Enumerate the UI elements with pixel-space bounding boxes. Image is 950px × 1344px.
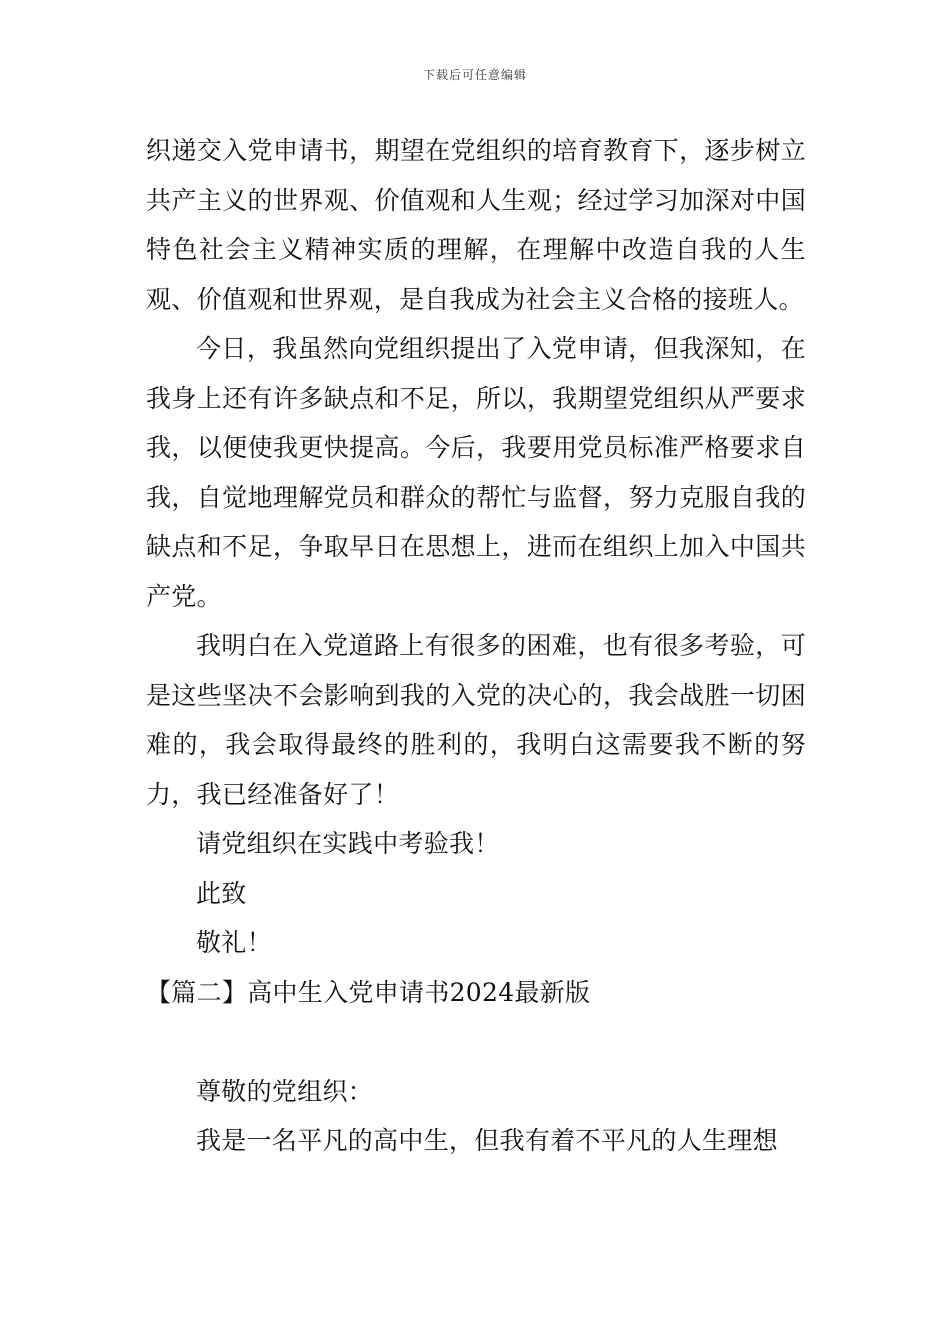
section-spacer bbox=[146, 1017, 806, 1067]
paragraph-continuation: 织递交入党申请书，期望在党组织的培育教育下，逐步树立共产主义的世界观、价值观和人生观；经过学习加深对中国特色社会主义精神实质的理解，在理解中改造自我的人生观、价值观和世界观，是自我成为社会主义合格的接班人。 bbox=[146, 136, 806, 314]
letter-opening: 我是一名平凡的高中生，但我有着不平凡的人生理想 bbox=[196, 1126, 778, 1155]
paragraph-determination: 我明白在入党道路上有很多的困难，也有很多考验，可是这些坚决不会影响到我的入党的决心的，我会战胜一切困难的，我会取得最终的胜利的，我明白这需要我不断的努力，我已经准备好了！ bbox=[146, 631, 806, 809]
document-body bbox=[146, 126, 806, 1166]
letter-salutation: 尊敬的党组织： bbox=[196, 1076, 374, 1106]
header-note: 下载后可任意编辑 bbox=[422, 68, 527, 82]
paragraph-application: 今日，我虽然向党组织提出了入党申请，但我深知，在我身上还有许多缺点和不足，所以，我期望党组织从严要求我，以便使我更快提高。今后，我要用党员标准严格要求自我，自觉地理解党员和群众的帮忙与监督，努力克服自我的缺点和不足，争取早日在思想上，进而在组织上加入中国共产党。 bbox=[146, 334, 806, 611]
section-title: 【篇二】高中生入党申请书2024最新版 bbox=[146, 977, 591, 1007]
paragraph-request: 请党组织在实践中考验我！ bbox=[196, 829, 500, 858]
closing-salutation: 此致 bbox=[196, 878, 247, 908]
closing-regards: 敬礼！ bbox=[196, 928, 272, 957]
